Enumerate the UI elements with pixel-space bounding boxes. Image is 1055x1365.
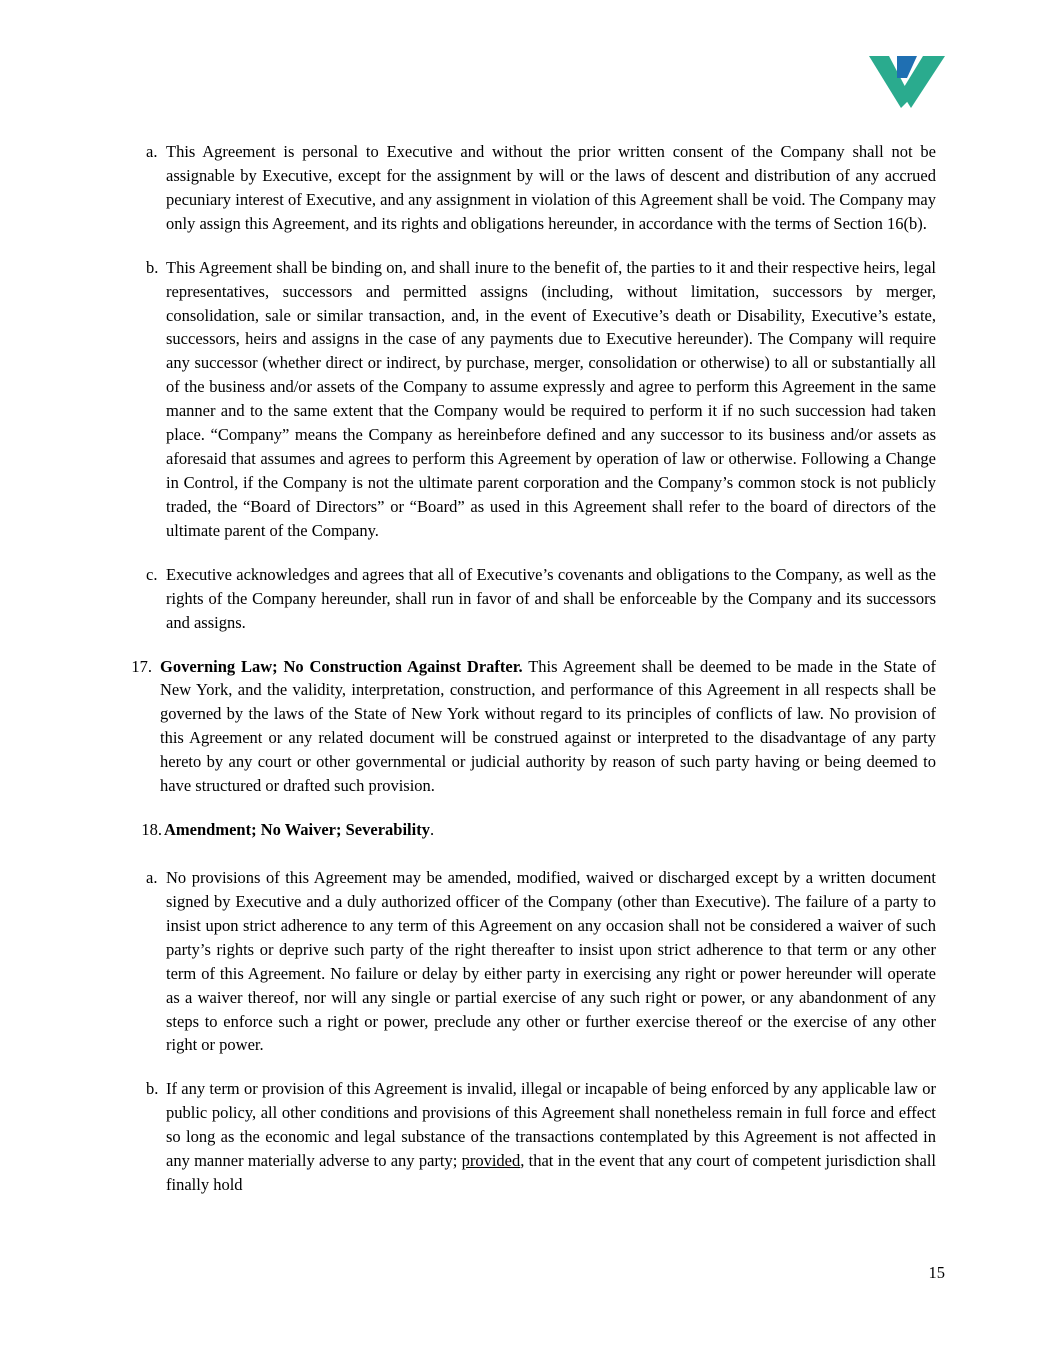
list-item	[118, 1077, 936, 1197]
list-marker: a.	[146, 867, 158, 887]
section-body	[162, 818, 936, 842]
list-marker: a.	[146, 142, 158, 161]
checkmark-logo-icon	[867, 52, 947, 110]
section-marker: 17.	[131, 656, 152, 676]
list-body	[166, 140, 936, 236]
list-item	[118, 563, 936, 635]
list-item	[118, 140, 936, 236]
section-item-17	[118, 655, 936, 799]
section-marker: 18.	[141, 820, 162, 840]
paragraph-text: This Agreement is personal to Executive and without the prior written consent of the Company shall not be assignable by Executive, except for the assignment by will or the laws of descent and distribution of any accrued pecuniary interest of Executive, and any assignment in violation of this Agreement shall be void. The Company may only assign this Agreement, and its rights and obligations hereunder, in accordance with the terms of Section 16(b).	[166, 142, 936, 233]
paragraph-text: No provisions of this Agreement may be amended, modified, waived or discharged except by a written document signed by Executive and a duly authorized officer of the Company (other than Executive). The failure of a party to insist upon strict adherence to any term of this Agreement on any occasion shall not be considered a waiver of such party’s rights or deprive such party of the right thereafter to insist upon strict adherence to that term or any other term of this Agreement. No failure or delay by either party in exercising any right or power hereunder will operate as a waiver thereof, nor will any single or partial exercise of any such right or power, or any abandonment of any steps to enforce such a right or power, preclude any other or further exercise thereof or the exercise of any other right or power.	[166, 867, 936, 1055]
list-item	[118, 256, 936, 543]
underlined-term: provided	[461, 1151, 521, 1171]
list-body	[166, 866, 936, 1057]
document-body	[118, 140, 936, 1217]
paragraph-text-after: , that in the event that any court of competent jurisdiction shall finally hold	[166, 1151, 936, 1195]
paragraph-text	[166, 1077, 936, 1197]
section-text: .	[429, 820, 435, 840]
list-body	[166, 256, 936, 543]
list-marker: b.	[146, 1079, 159, 1099]
paragraph-text	[164, 818, 936, 842]
list-body	[166, 563, 936, 635]
paragraph-text: This Agreement shall be binding on, and shall inure to the benefit of, the parties to it and their respective heirs, legal representatives, successors and permitted assigns (including, without limitation, successors by merger, consolidation, sale or similar transaction, and, in the event of Executive’s death or Disability, Executive’s estate, successors, heirs and assigns in the case of any payments due to Executive hereunder). The Company will require any successor (whether direct or indirect, by purchase, merger, consolidation or otherwise) to all or substantially all of the business and/or assets of the Company to assume expressly and agree to perform this Agreement in the same manner and to the same extent that the Company would be required to perform it if no such succession had taken place. “Company” means the Company as hereinbefore defined and any successor to its business and/or assets as aforesaid that assumes and agrees to perform this Agreement by operation of law or otherwise. Following a Change in Control, if the Company is not the ultimate parent corporation and the Company’s common stock is not publicly traded, the “Board of Directors” or “Board” as used in this Agreement shall refer to the board of directors of the ultimate parent of the Company.	[166, 257, 936, 540]
section-item-18	[118, 818, 936, 842]
list-marker: b.	[146, 257, 159, 277]
section-body	[160, 655, 936, 799]
paragraph-text	[160, 655, 936, 799]
list-marker: c.	[146, 564, 158, 584]
paragraph-text-before: If any term or provision of this Agreement is invalid, illegal or incapable of being enforced by any applicable law or public policy, all other conditions and provisions of this Agreement shall nonetheless remain in full force and effect so long as the economic and legal substance of the transactions contemplated by this Agreement is not affected in any manner materially adverse to any party;	[166, 1079, 936, 1171]
page-number: 15	[928, 1263, 945, 1282]
list-body	[166, 1077, 936, 1197]
list-item	[118, 866, 936, 1057]
paragraph-text: Executive acknowledges and agrees that all of Executive’s covenants and obligations to the Company, as well as the rights of the Company hereunder, shall run in favor of and shall be enforceable by the Company and its successors and assigns.	[166, 564, 936, 632]
section-text: This Agreement shall be deemed to be made in the State of New York, and the validity, interpretation, construction, and performance of this Agreement in all respects shall be governed by the laws of the State of New York without regard to its principles of conflicts of law. No provision of this Agreement or any related document will be construed against or interpreted to the disadvantage of any party hereto by any court or other governmental or judicial authority by reason of such party having or being deemed to have structured or drafted such provision.	[160, 656, 936, 796]
section-heading: Governing Law; No Construction Against Drafter.	[160, 656, 523, 676]
section-heading: Amendment; No Waiver; Severability	[164, 820, 430, 840]
